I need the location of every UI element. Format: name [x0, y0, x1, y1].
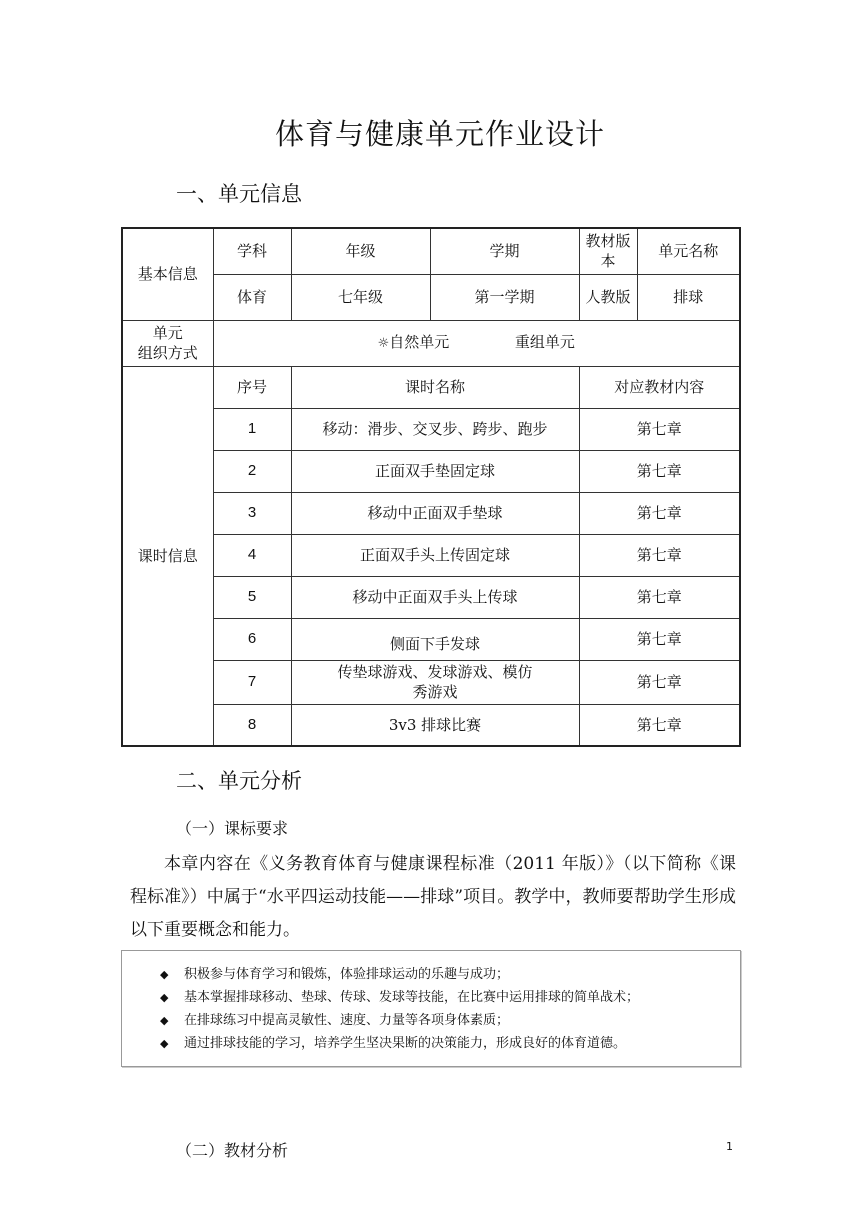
table-row — [122, 534, 740, 576]
lesson-content: 第七章 — [579, 618, 740, 660]
table-row — [122, 704, 740, 746]
value-unit-name: 排球 — [637, 274, 740, 320]
org-method-options — [213, 320, 740, 366]
lesson-name: 移动：滑步、交叉步、跨步、跑步 — [291, 408, 579, 450]
table-row — [122, 576, 740, 618]
section-heading-unit-analysis: 二、单元分析 — [176, 769, 302, 793]
lesson-content: 第七章 — [579, 660, 740, 704]
subheading-textbook-analysis: （二）教材分析 — [176, 1141, 289, 1160]
org-label-line2: 组织方式 — [137, 344, 198, 362]
header-textbook-version: 教材版本 — [579, 228, 637, 274]
lesson-name-text: 传垫球游戏、发球游戏、模仿秀游戏 — [337, 663, 533, 701]
lesson-no: 1 — [213, 408, 291, 450]
diamond-bullet-icon: ◆ — [160, 1014, 169, 1027]
org-method-label — [122, 320, 213, 366]
document-title: 体育与健康单元作业设计 — [274, 117, 605, 151]
diamond-bullet-icon: ◆ — [160, 968, 169, 981]
lesson-no: 2 — [213, 450, 291, 492]
value-semester: 第一学期 — [430, 274, 579, 320]
list-item — [160, 1032, 740, 1055]
lesson-content: 第七章 — [579, 576, 740, 618]
section-heading-unit-info: 一、单元信息 — [176, 182, 302, 206]
header-grade: 年级 — [291, 228, 430, 274]
lesson-no: 3 — [213, 492, 291, 534]
lesson-no: 8 — [213, 704, 291, 746]
lesson-header-name: 课时名称 — [291, 366, 579, 408]
value-subject: 体育 — [213, 274, 291, 320]
lesson-header-content: 对应教材内容 — [579, 366, 740, 408]
diamond-bullet-icon: ◆ — [160, 991, 169, 1004]
lesson-name: 移动中正面双手头上传球 — [291, 576, 579, 618]
option-natural-unit: 自然单元 — [389, 333, 450, 351]
diamond-bullet-icon: ◆ — [160, 1037, 169, 1050]
radio-circle-icon: ☼ — [377, 336, 390, 351]
requirements-box — [121, 950, 741, 1067]
lesson-content: 第七章 — [579, 450, 740, 492]
header-semester: 学期 — [430, 228, 579, 274]
lesson-content: 第七章 — [579, 492, 740, 534]
value-grade: 七年级 — [291, 274, 430, 320]
header-unit-name: 单元名称 — [637, 228, 740, 274]
body-paragraph: 本章内容在《义务教育体育与健康课程标准（2011 年版）》（以下简称《课程标准》）中属于“水平四运动技能——排球”项目。教学中，教师要帮助学生形成以下重要概念和能力。 — [130, 854, 736, 940]
unit-info-table — [121, 227, 741, 747]
lesson-name: 正面双手头上传固定球 — [291, 534, 579, 576]
lesson-content: 第七章 — [579, 704, 740, 746]
basic-info-label: 基本信息 — [122, 228, 213, 320]
lesson-no: 4 — [213, 534, 291, 576]
table-row — [122, 618, 740, 660]
lesson-content: 第七章 — [579, 534, 740, 576]
org-label-line1: 单元 — [152, 324, 183, 342]
lesson-no: 6 — [213, 618, 291, 660]
table-row — [122, 492, 740, 534]
table-row — [122, 450, 740, 492]
list-item — [160, 1009, 740, 1032]
lesson-name: 3v3 排球比赛 — [291, 704, 579, 746]
list-item-text: 在排球练习中提高灵敏性、速度、力量等各项身体素质； — [184, 1013, 510, 1028]
list-item-text: 积极参与体育学习和锻炼，体验排球运动的乐趣与成功； — [184, 967, 510, 982]
table-row — [122, 408, 740, 450]
lesson-name: 正面双手垫固定球 — [291, 450, 579, 492]
lesson-header-no: 序号 — [213, 366, 291, 408]
header-subject: 学科 — [213, 228, 291, 274]
option-regrouped-unit: 重组单元 — [514, 333, 575, 351]
list-item-text: 通过排球技能的学习，培养学生坚决果断的决策能力，形成良好的体育道德。 — [184, 1036, 627, 1051]
lesson-info-label: 课时信息 — [122, 366, 213, 746]
lesson-no: 7 — [213, 660, 291, 704]
lesson-name — [291, 660, 579, 704]
lesson-content: 第七章 — [579, 408, 740, 450]
requirements-list — [122, 951, 740, 1055]
lesson-no: 5 — [213, 576, 291, 618]
lesson-name: 侧面下手发球 — [291, 618, 579, 660]
subheading-curriculum-requirements: （一）课标要求 — [176, 819, 289, 838]
list-item-text: 基本掌握排球移动、垫球、传球、发球等技能，在比赛中运用排球的简单战术； — [184, 990, 640, 1005]
value-textbook-version: 人教版 — [579, 274, 637, 320]
page-number: 1 — [726, 1140, 733, 1153]
table-row — [122, 660, 740, 704]
lesson-name: 移动中正面双手垫球 — [291, 492, 579, 534]
list-item — [160, 963, 740, 986]
list-item — [160, 986, 740, 1009]
